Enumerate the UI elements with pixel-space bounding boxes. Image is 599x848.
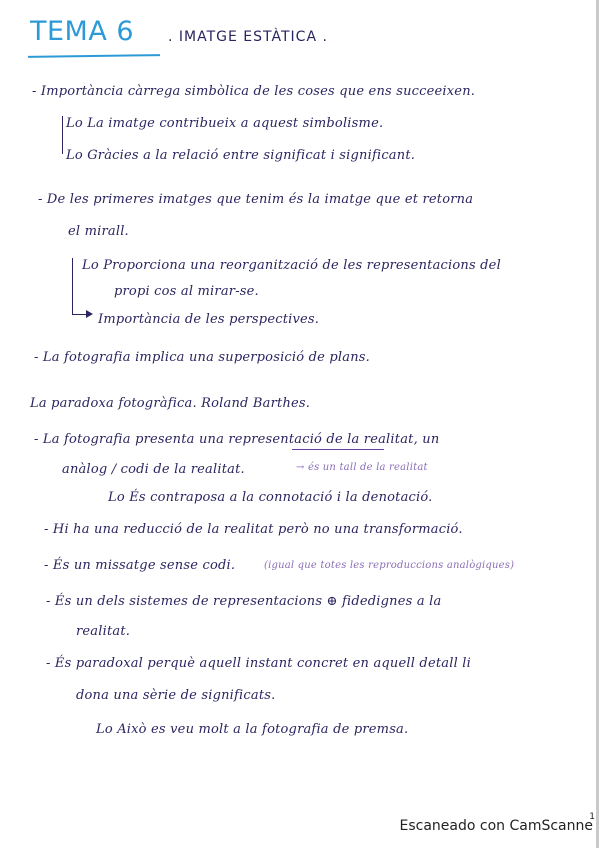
arrow-line: [72, 298, 87, 315]
bracket-1: [62, 116, 63, 154]
note-line-5: el mirall.: [68, 224, 129, 239]
note-line-2: Lo La imatge contribueix a aquest simbolisme.: [66, 116, 384, 131]
note-line-12: anàlog / codi de la realitat.: [62, 462, 245, 477]
note-line-11: - La fotografia presenta una representació de la realitat, un: [34, 432, 440, 447]
note-line-20: Lo Això es veu molt a la fotografia de premsa.: [96, 722, 409, 737]
note-line-8: Importància de les perspectives.: [98, 312, 320, 327]
note-line-1: - Importància càrrega simbòlica de les coses que ens succeeixen.: [32, 84, 476, 99]
note-line-13: Lo És contraposa a la connotació i la denotació.: [108, 490, 433, 505]
scanner-watermark: Escaneado con CamScanne: [399, 818, 593, 834]
title-underline: [28, 54, 160, 58]
note-line-3: Lo Gràcies a la relació entre significat i significant.: [66, 148, 416, 163]
representacio-underline: [292, 449, 384, 450]
note-line-15: - És un missatge sense codi.: [44, 558, 236, 573]
note-line-7: propi cos al mirar-se.: [114, 284, 259, 299]
page-subtitle: . IMATGE ESTÀTICA .: [168, 29, 328, 45]
note-line-6: Lo Proporciona una reorganització de les representacions del: [82, 258, 501, 273]
note-line-19: dona una sèrie de significats.: [76, 688, 276, 703]
page-title: TEMA 6: [30, 16, 135, 47]
arrow-right-icon: [86, 310, 93, 318]
note-line-14: - Hi ha una reducció de la realitat però no una transformació.: [44, 522, 463, 537]
note-line-10: La paradoxa fotogràfica. Roland Barthes.: [30, 396, 311, 411]
note-line-18: - És paradoxal perquè aquell instant concret en aquell detall li: [46, 656, 471, 671]
note-aside-2: (igual que totes les reproduccions analògiques): [264, 560, 515, 571]
note-line-9: - La fotografia implica una superposició de plans.: [34, 350, 370, 365]
note-line-4: - De les primeres imatges que tenim és la imatge que et retorna: [38, 192, 474, 207]
page-number: 1: [589, 812, 595, 822]
note-line-17: realitat.: [76, 624, 131, 639]
note-line-16: - És un dels sistemes de representacions ⊕ fidedignes a la: [46, 594, 442, 609]
note-aside-1: → és un tall de la realitat: [296, 462, 428, 473]
